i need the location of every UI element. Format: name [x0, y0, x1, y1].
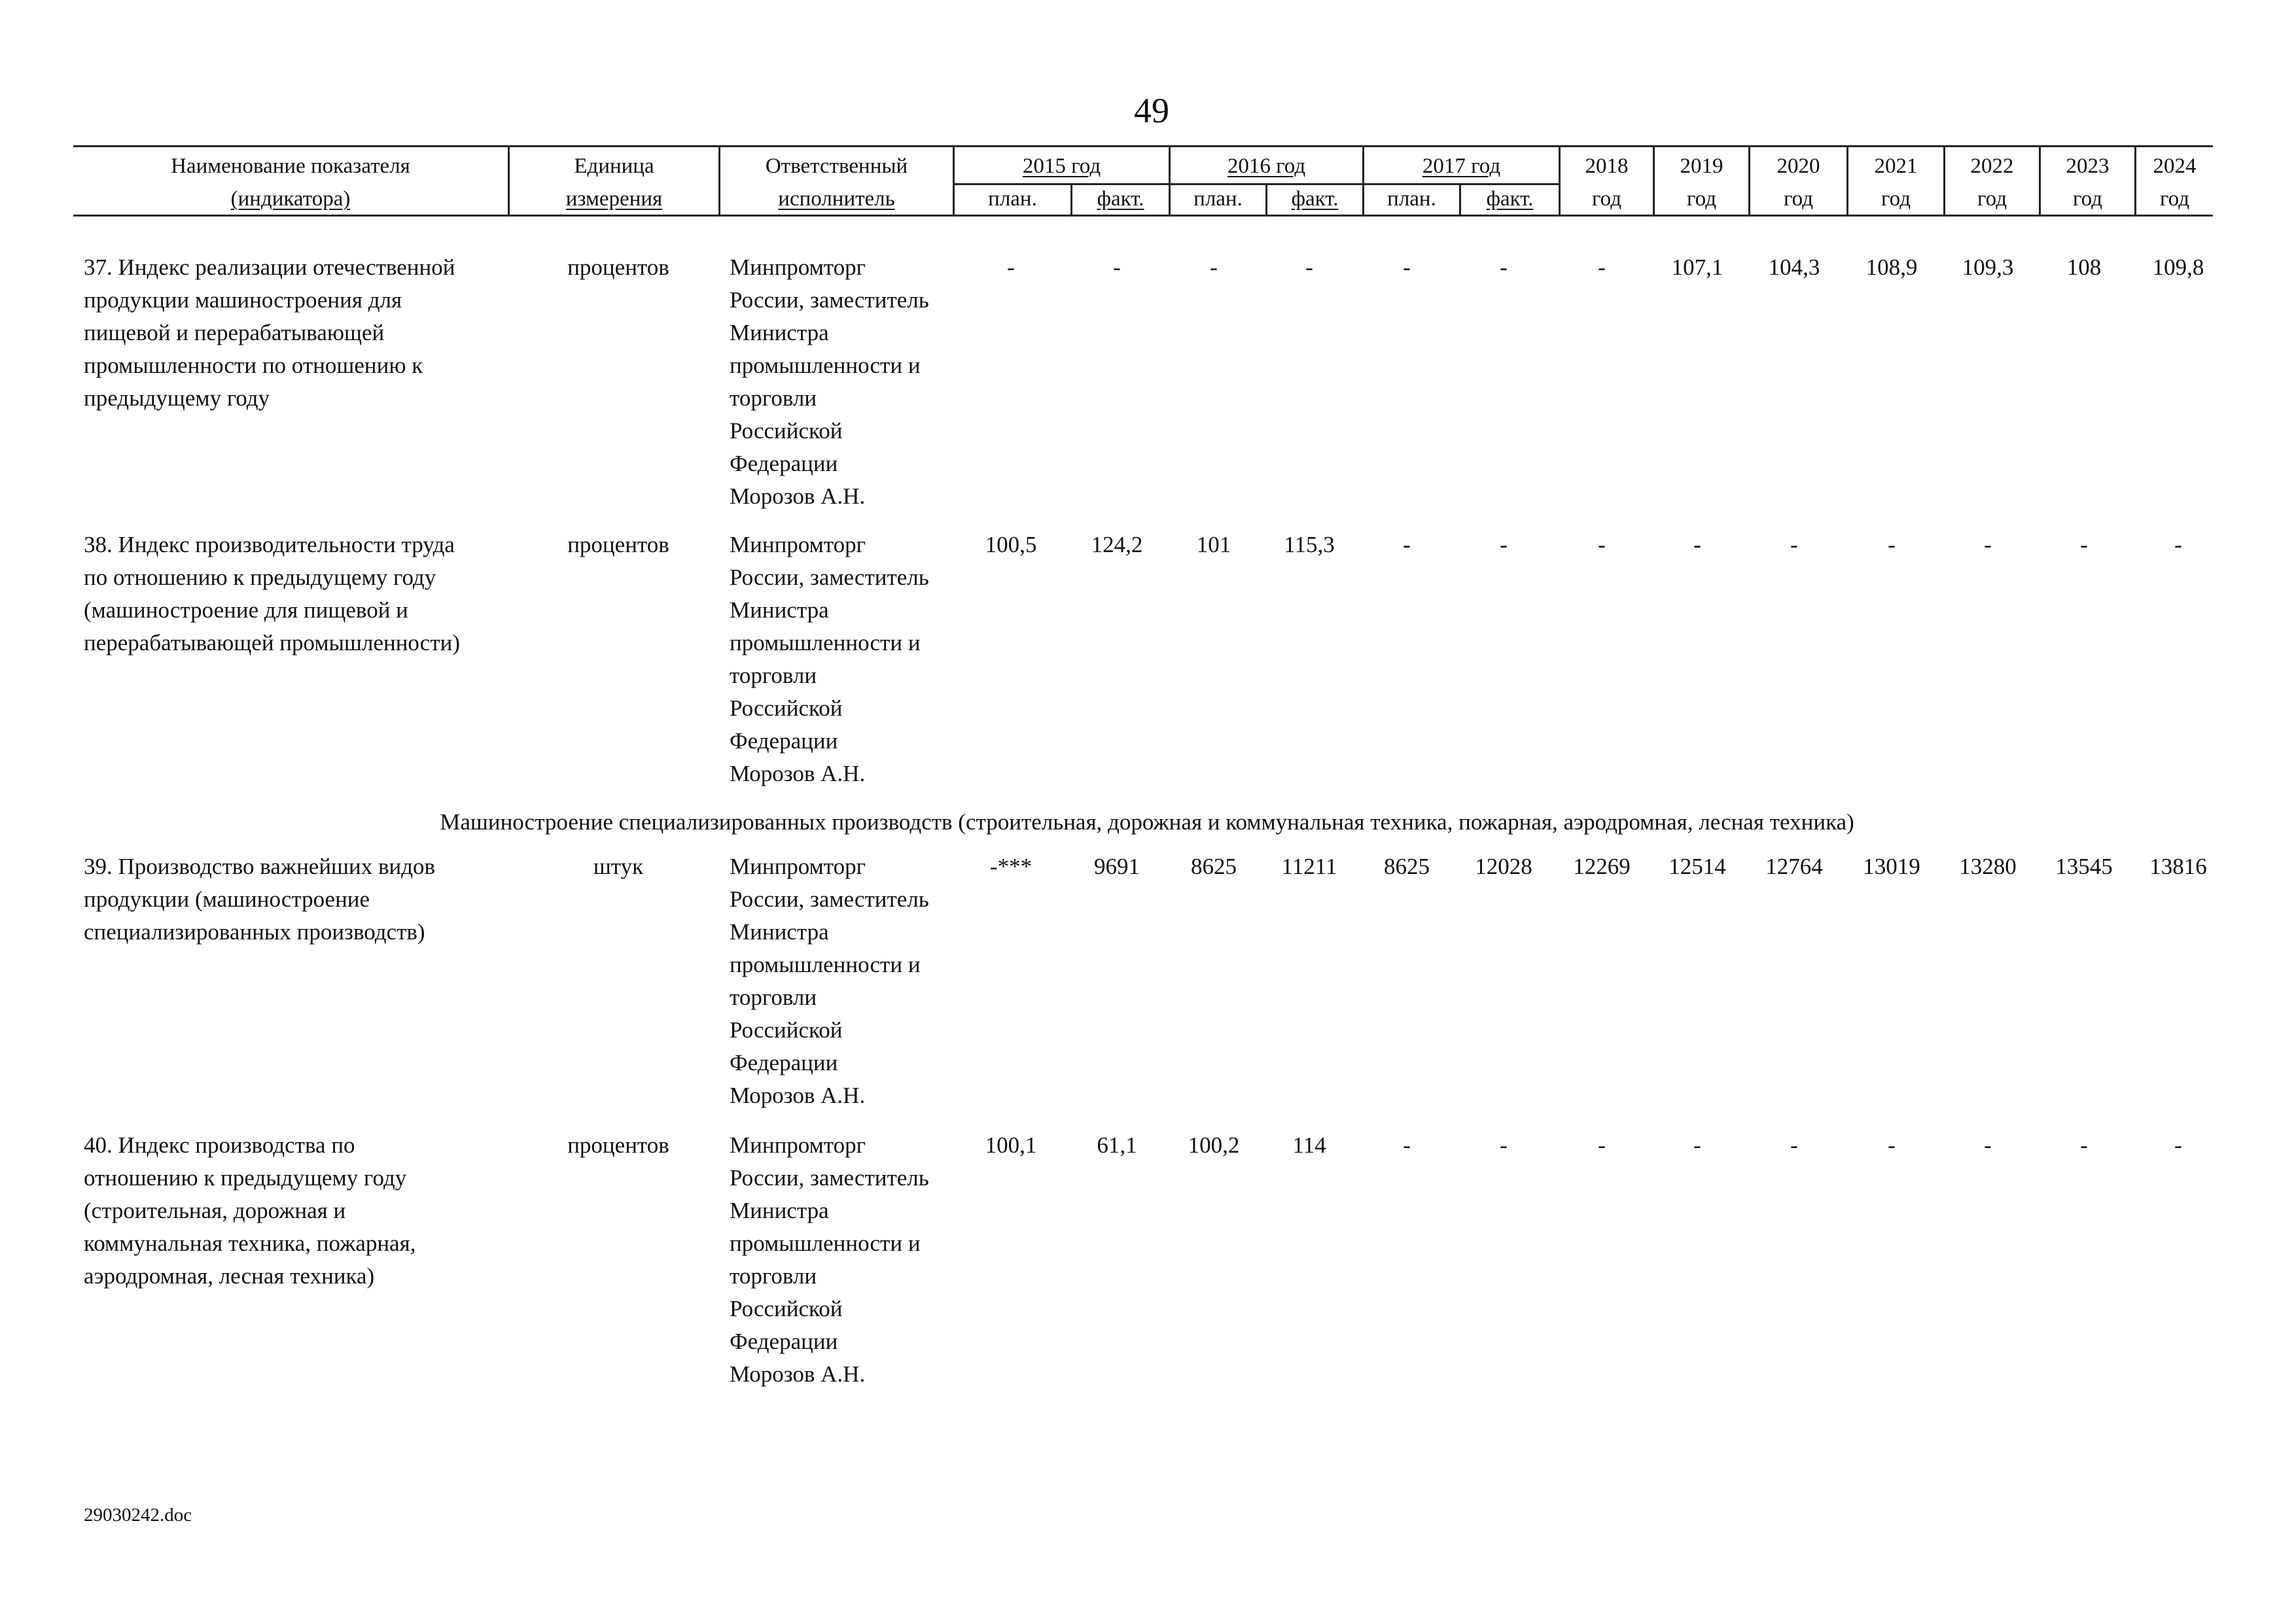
col-header-2023-god: год — [2072, 187, 2103, 211]
resp-line: Федерации — [730, 728, 838, 754]
row-39-unit: штук — [593, 854, 644, 879]
row-37-value: - — [1500, 254, 1508, 280]
row-38-value: - — [1693, 532, 1701, 557]
row-37-value: - — [1305, 254, 1313, 280]
resp-line: Министра — [730, 597, 829, 623]
section-title: Машиностроение специализированных производств (строительная, дорожная и коммунальная техника, пожарная, аэродромная, лесная техника) — [440, 809, 1854, 835]
row-37-value: 109,8 — [2152, 254, 2204, 280]
row-37-value: 109,3 — [1962, 254, 2014, 280]
resp-line: Российской — [730, 695, 843, 721]
resp-line: Федерации — [730, 1329, 838, 1354]
col-header-plan: план. — [1387, 187, 1436, 211]
col-header-2022-god: год — [1977, 187, 2007, 211]
row-40-responsible — [730, 1129, 965, 1391]
name-line: аэродромная, лесная техника) — [84, 1263, 375, 1289]
row-40-value: 100,1 — [985, 1132, 1037, 1158]
resp-line: Российской — [730, 418, 843, 444]
row-39-value: -*** — [989, 854, 1033, 879]
row-38-unit: процентов — [567, 532, 669, 557]
name-line: пищевой и перерабатывающей — [84, 320, 385, 345]
row-39-value: 8625 — [1191, 854, 1237, 879]
row-40-value: - — [1693, 1132, 1701, 1158]
resp-line: Минпромторг — [730, 854, 866, 879]
col-header-2017: 2017 год — [1422, 154, 1501, 178]
row-37-value: - — [1007, 254, 1015, 280]
row-38-value: - — [1598, 532, 1606, 557]
col-header-2024: 2024 — [2153, 154, 2197, 178]
row-40-value: 100,2 — [1188, 1132, 1240, 1158]
resp-line: Морозов А.Н. — [730, 1083, 866, 1108]
col-header-fact: факт. — [1486, 187, 1534, 211]
resp-line: промышленности и — [730, 952, 921, 977]
row-39-value: 13019 — [1863, 854, 1920, 879]
name-line: (машиностроение для пищевой и — [84, 597, 408, 623]
footer-filename: 29030242.doc — [84, 1505, 192, 1526]
row-37-value: 107,1 — [1671, 254, 1723, 280]
row-38-value: 124,2 — [1091, 532, 1143, 557]
row-40-value: - — [1888, 1132, 1896, 1158]
resp-line: России, заместитель — [730, 287, 929, 313]
row-37-responsible — [730, 251, 965, 513]
name-line: по отношению к предыдущему году — [84, 565, 436, 590]
row-37-value: - — [1113, 254, 1121, 280]
row-39-name — [84, 850, 503, 949]
resp-line: Минпромторг — [730, 1132, 866, 1158]
resp-line: Федерации — [730, 451, 838, 476]
row-37-unit: процентов — [567, 254, 669, 280]
row-37-value: - — [1403, 254, 1411, 280]
row-39-value: 12764 — [1765, 854, 1823, 879]
col-header-2021-god: год — [1881, 187, 1911, 211]
row-39-value: 13280 — [1959, 854, 2017, 879]
header-bottom-rule — [73, 215, 2213, 217]
col-header-2016: 2016 год — [1227, 154, 1306, 178]
row-40-value: - — [2080, 1132, 2088, 1158]
row-40-value: - — [1500, 1132, 1508, 1158]
resp-line: торговли — [730, 985, 817, 1010]
col-header-2019: 2019 — [1680, 154, 1723, 178]
resp-line: России, заместитель — [730, 1165, 929, 1191]
row-40-value: - — [1598, 1132, 1606, 1158]
name-line: продукции машиностроения для — [84, 287, 402, 313]
row-38-responsible — [730, 529, 965, 790]
col-header-fact: факт. — [1291, 187, 1339, 211]
page-number: 49 — [1134, 91, 1169, 130]
name-line: 39. Производство важнейших видов — [84, 854, 436, 879]
col-header-plan: план. — [1193, 187, 1243, 211]
name-line: специализированных производств) — [84, 919, 425, 945]
row-38-value: 101 — [1196, 532, 1231, 557]
row-38-value: 115,3 — [1284, 532, 1335, 557]
row-40-value: - — [1790, 1132, 1798, 1158]
col-header-2024-god: год — [2159, 187, 2190, 211]
col-header-2019-god: год — [1686, 187, 1717, 211]
name-line: промышленности по отношению к — [84, 353, 423, 378]
row-39-value: 12028 — [1475, 854, 1532, 879]
col-header-responsible: исполнитель — [778, 187, 895, 211]
col-header-2018: 2018 — [1585, 154, 1629, 178]
resp-line: Морозов А.Н. — [730, 1361, 866, 1387]
row-39-value: 12514 — [1669, 854, 1726, 879]
resp-line: Минпромторг — [730, 254, 866, 280]
row-37-value: - — [1210, 254, 1218, 280]
resp-line: торговли — [730, 663, 817, 688]
row-38-value: - — [2080, 532, 2088, 557]
name-line: 40. Индекс производства по — [84, 1132, 355, 1158]
resp-line: Минпромторг — [730, 532, 866, 557]
resp-line: Российской — [730, 1296, 843, 1321]
col-header-2022: 2022 — [1970, 154, 2014, 178]
col-header-2020: 2020 — [1776, 154, 1820, 178]
row-39-value: 11211 — [1281, 854, 1337, 879]
resp-line: Министра — [730, 919, 829, 945]
col-header-2021: 2021 — [1874, 154, 1918, 178]
col-header-2015: 2015 год — [1022, 154, 1101, 178]
row-37-value: 108,9 — [1865, 254, 1918, 280]
name-line: перерабатывающей промышленности) — [84, 630, 461, 655]
resp-line: Морозов А.Н. — [730, 483, 866, 509]
col-header-2018-god: год — [1591, 187, 1622, 211]
row-39-value: 12269 — [1573, 854, 1631, 879]
resp-line: промышленности и — [730, 353, 921, 378]
resp-line: России, заместитель — [730, 565, 929, 590]
name-line: 38. Индекс производительности труда — [84, 532, 455, 557]
row-39-value: 13816 — [2149, 854, 2207, 879]
name-line: предыдущему году — [84, 385, 270, 411]
col-header-unit: измерения — [565, 187, 663, 211]
row-38-value: - — [1790, 532, 1798, 557]
resp-line: торговли — [730, 385, 817, 411]
row-40-value: 114 — [1292, 1132, 1326, 1158]
resp-line: Министра — [730, 1198, 829, 1223]
row-40-unit: процентов — [567, 1132, 669, 1158]
col-header-name: Наименование показателя — [171, 154, 410, 178]
name-line: 37. Индекс реализации отечественной — [84, 254, 455, 280]
row-40-value: - — [1984, 1132, 1992, 1158]
row-37-value: 108 — [2066, 254, 2102, 280]
resp-line: России, заместитель — [730, 886, 929, 912]
col-header-2023: 2023 — [2066, 154, 2110, 178]
row-40-value: 61,1 — [1097, 1132, 1137, 1158]
resp-line: Федерации — [730, 1050, 838, 1075]
name-line: (строительная, дорожная и — [84, 1198, 346, 1223]
row-38-value: - — [1888, 532, 1896, 557]
row-40-value: - — [1403, 1132, 1411, 1158]
resp-line: промышленности и — [730, 630, 921, 655]
row-38-value: - — [1500, 532, 1508, 557]
row-37-name — [84, 251, 503, 415]
col-header-2020-god: год — [1783, 187, 1814, 211]
row-39-value: 8625 — [1384, 854, 1430, 879]
row-40-name — [84, 1129, 503, 1293]
row-37-value: - — [1598, 254, 1606, 280]
row-38-value: - — [1984, 532, 1992, 557]
row-38-value: - — [1403, 532, 1411, 557]
col-header-responsible: Ответственный — [765, 154, 908, 178]
resp-line: торговли — [730, 1263, 817, 1289]
col-header-unit: Единица — [574, 154, 654, 178]
row-37-value: 104,3 — [1768, 254, 1820, 280]
row-40-value: - — [2174, 1132, 2182, 1158]
col-header-name: (индикатора) — [230, 187, 351, 211]
resp-line: Российской — [730, 1017, 843, 1043]
col-header-plan: план. — [988, 187, 1037, 211]
row-38-name — [84, 529, 503, 659]
row-39-value: 9691 — [1094, 854, 1140, 879]
name-line: коммунальная техника, пожарная, — [84, 1230, 416, 1256]
row-38-value: - — [2174, 532, 2182, 557]
col-header-fact: факт. — [1097, 187, 1144, 211]
resp-line: Морозов А.Н. — [730, 761, 866, 786]
row-39-responsible — [730, 850, 965, 1112]
name-line: отношению к предыдущему году — [84, 1165, 407, 1191]
name-line: продукции (машиностроение — [84, 886, 370, 912]
resp-line: промышленности и — [730, 1230, 921, 1256]
header-top-rule — [73, 145, 2213, 147]
row-38-value: 100,5 — [985, 532, 1037, 557]
resp-line: Министра — [730, 320, 829, 345]
row-39-value: 13545 — [2055, 854, 2113, 879]
